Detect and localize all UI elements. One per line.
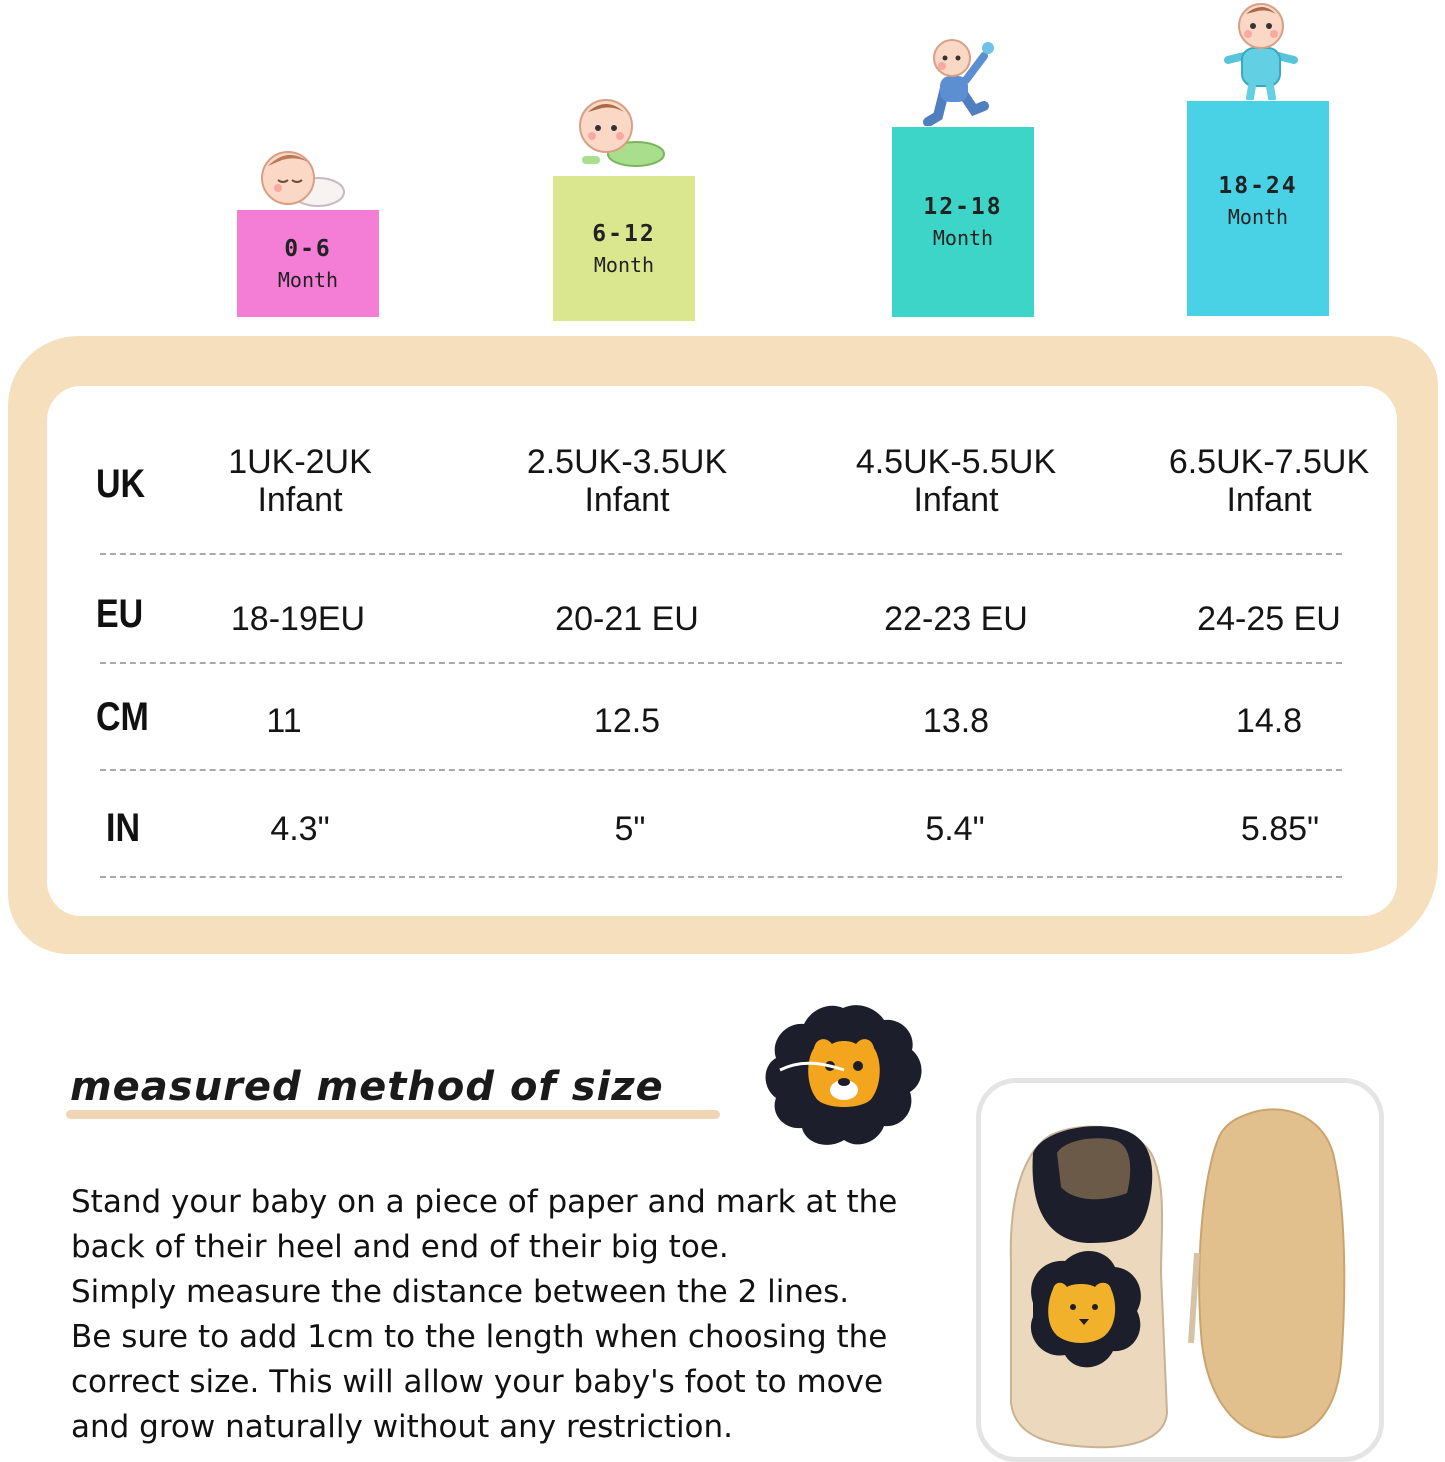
title-underline	[66, 1110, 720, 1119]
eu-size-0-6: 18-19EU	[230, 600, 366, 638]
row-divider	[100, 662, 1342, 664]
uk-size-6-12: 2.5UK-3.5UK Infant	[526, 443, 728, 519]
row-divider	[100, 876, 1342, 878]
age-block-6-12	[553, 176, 695, 321]
method-title: measured method of size	[70, 1064, 664, 1110]
age-range: 12-18	[923, 194, 1003, 220]
row-label-eu: EU	[96, 592, 144, 636]
row-divider	[100, 769, 1342, 771]
cm-size-18-24: 14.8	[1235, 702, 1303, 740]
method-paragraph: Simply measure the distance between the 2 lines.	[71, 1274, 850, 1310]
shoe-image-frame	[976, 1078, 1384, 1462]
age-block-18-24	[1187, 101, 1329, 316]
age-unit: Month	[1227, 205, 1289, 229]
cm-size-0-6: 11	[266, 702, 302, 740]
uk-size-12-18: 4.5UK-5.5UK Infant	[855, 443, 1057, 519]
lion-logo-icon	[760, 1000, 926, 1150]
in-size-12-18: 5.4"	[925, 810, 985, 848]
age-range: 6-12	[592, 220, 656, 247]
uk-size-0-6: 1UK-2UK Infant	[228, 443, 372, 519]
uk-size-18-24: 6.5UK-7.5UK Infant	[1168, 443, 1370, 519]
age-block-0-6	[237, 210, 379, 317]
age-unit: Month	[932, 226, 994, 250]
row-label-cm: CM	[96, 695, 149, 739]
eu-size-12-18: 22-23 EU	[884, 600, 1028, 638]
row-divider	[100, 553, 1342, 555]
sleeping-baby-icon	[258, 146, 348, 210]
age-unit: Month	[277, 267, 339, 292]
row-label-in: IN	[106, 806, 140, 850]
running-baby-icon	[918, 36, 1002, 126]
age-range: 0-6	[284, 235, 332, 262]
in-size-18-24: 5.85"	[1240, 810, 1320, 848]
age-range: 18-24	[1218, 173, 1298, 199]
row-label-uk: UK	[96, 462, 146, 506]
method-paragraph: Be sure to add 1cm to the length when choosing the correct size. This will allow your baby's foot to move and grow naturally without any restriction.	[71, 1319, 888, 1445]
age-unit: Month	[593, 252, 655, 277]
in-size-6-12: 5"	[614, 810, 646, 848]
crawling-baby-icon	[574, 94, 668, 176]
age-block-12-18	[892, 127, 1034, 317]
eu-size-6-12: 20-21 EU	[555, 600, 699, 638]
cm-size-12-18: 13.8	[922, 702, 990, 740]
in-size-0-6: 4.3"	[270, 810, 330, 848]
cm-size-6-12: 12.5	[593, 702, 661, 740]
method-description	[71, 1180, 951, 1450]
eu-size-18-24: 24-25 EU	[1197, 600, 1341, 638]
method-paragraph: Stand your baby on a piece of paper and mark at the back of their heel and end of their big toe.	[71, 1184, 898, 1265]
standing-baby-icon	[1222, 2, 1300, 100]
baby-shoe-image	[981, 1083, 1379, 1457]
